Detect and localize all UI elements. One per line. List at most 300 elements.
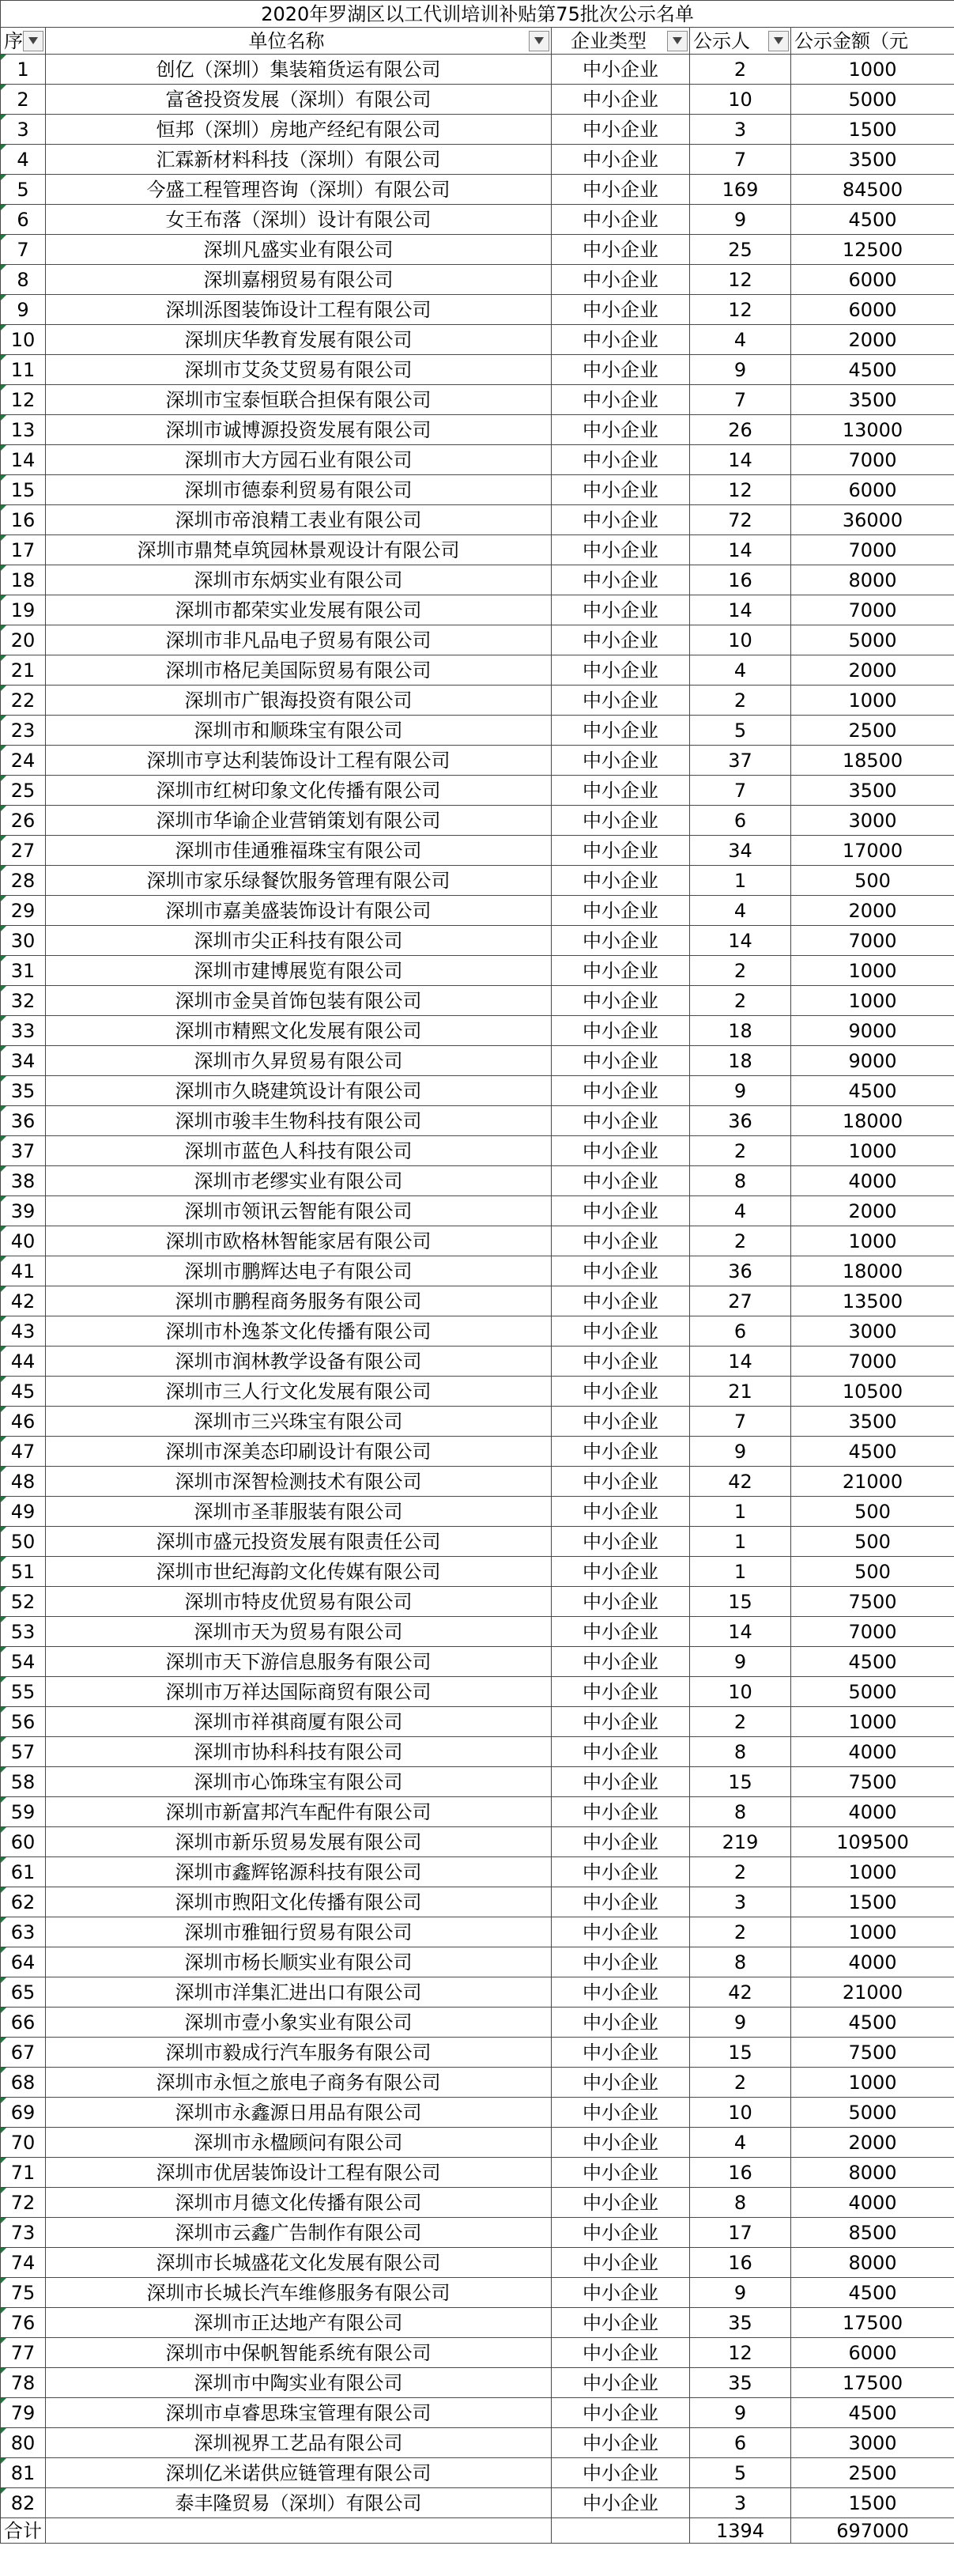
- row-company-name[interactable]: 深圳市艾灸艾贸易有限公司: [46, 355, 552, 385]
- row-seq[interactable]: 51: [1, 1557, 46, 1587]
- row-seq[interactable]: 34: [1, 1046, 46, 1076]
- row-amount[interactable]: 4500: [791, 355, 954, 385]
- row-seq[interactable]: 36: [1, 1106, 46, 1136]
- row-company-name[interactable]: 深圳市鼎梵卓筑园林景观设计有限公司: [46, 535, 552, 565]
- row-company-name[interactable]: 深圳市雅钿行贸易有限公司: [46, 1917, 552, 1947]
- row-people-count[interactable]: 8: [690, 2188, 791, 2218]
- dropdown-filter-icon[interactable]: [768, 31, 789, 51]
- row-seq[interactable]: 80: [1, 2428, 46, 2458]
- row-company-type[interactable]: 中小企业: [552, 505, 690, 535]
- row-seq[interactable]: 12: [1, 385, 46, 415]
- row-company-name[interactable]: 深圳泺图装饰设计工程有限公司: [46, 295, 552, 325]
- row-company-type[interactable]: 中小企业: [552, 355, 690, 385]
- row-people-count[interactable]: 36: [690, 1106, 791, 1136]
- row-company-name[interactable]: 深圳市心饰珠宝有限公司: [46, 1767, 552, 1797]
- row-people-count[interactable]: 35: [690, 2368, 791, 2398]
- row-amount[interactable]: 18000: [791, 1106, 954, 1136]
- row-company-type[interactable]: 中小企业: [552, 1857, 690, 1887]
- row-amount[interactable]: 8000: [791, 565, 954, 595]
- row-amount[interactable]: 1000: [791, 1136, 954, 1166]
- row-company-type[interactable]: 中小企业: [552, 265, 690, 295]
- row-company-type[interactable]: 中小企业: [552, 1226, 690, 1256]
- row-seq[interactable]: 52: [1, 1587, 46, 1617]
- row-amount[interactable]: 1000: [791, 1857, 954, 1887]
- row-amount[interactable]: 4500: [791, 1437, 954, 1467]
- row-amount[interactable]: 6000: [791, 475, 954, 505]
- row-people-count[interactable]: 8: [690, 1947, 791, 1977]
- row-company-name[interactable]: 深圳市德泰利贸易有限公司: [46, 475, 552, 505]
- row-company-type[interactable]: 中小企业: [552, 2308, 690, 2338]
- row-seq[interactable]: 23: [1, 716, 46, 746]
- row-seq[interactable]: 39: [1, 1196, 46, 1226]
- row-people-count[interactable]: 35: [690, 2308, 791, 2338]
- row-company-name[interactable]: 深圳市永楹顾问有限公司: [46, 2128, 552, 2158]
- row-seq[interactable]: 58: [1, 1767, 46, 1797]
- row-amount[interactable]: 2000: [791, 325, 954, 355]
- row-amount[interactable]: 4000: [791, 1797, 954, 1827]
- row-company-name[interactable]: 深圳市都荣实业发展有限公司: [46, 595, 552, 625]
- row-amount[interactable]: 13500: [791, 1286, 954, 1316]
- row-company-type[interactable]: 中小企业: [552, 595, 690, 625]
- row-people-count[interactable]: 2: [690, 55, 791, 85]
- row-people-count[interactable]: 5: [690, 2458, 791, 2488]
- row-company-type[interactable]: 中小企业: [552, 1917, 690, 1947]
- row-company-name[interactable]: 深圳市正达地产有限公司: [46, 2308, 552, 2338]
- row-company-type[interactable]: 中小企业: [552, 295, 690, 325]
- row-company-type[interactable]: 中小企业: [552, 956, 690, 986]
- row-seq[interactable]: 27: [1, 836, 46, 866]
- row-amount[interactable]: 2000: [791, 2128, 954, 2158]
- row-seq[interactable]: 69: [1, 2098, 46, 2128]
- row-seq[interactable]: 46: [1, 1407, 46, 1437]
- row-seq[interactable]: 66: [1, 2008, 46, 2038]
- row-amount[interactable]: 4500: [791, 2398, 954, 2428]
- row-company-type[interactable]: 中小企业: [552, 2278, 690, 2308]
- row-people-count[interactable]: 9: [690, 2008, 791, 2038]
- row-amount[interactable]: 7000: [791, 1347, 954, 1377]
- row-seq[interactable]: 43: [1, 1316, 46, 1347]
- row-company-type[interactable]: 中小企业: [552, 175, 690, 205]
- header-company-name[interactable]: 单位名称: [46, 28, 552, 55]
- row-people-count[interactable]: 10: [690, 2098, 791, 2128]
- row-seq[interactable]: 71: [1, 2158, 46, 2188]
- row-company-name[interactable]: 深圳市永鑫源日用品有限公司: [46, 2098, 552, 2128]
- row-people-count[interactable]: 9: [690, 1647, 791, 1677]
- row-people-count[interactable]: 219: [690, 1827, 791, 1857]
- row-company-type[interactable]: 中小企业: [552, 325, 690, 355]
- row-company-type[interactable]: 中小企业: [552, 1136, 690, 1166]
- row-company-type[interactable]: 中小企业: [552, 1497, 690, 1527]
- row-company-type[interactable]: 中小企业: [552, 1016, 690, 1046]
- row-amount[interactable]: 6000: [791, 265, 954, 295]
- row-company-name[interactable]: 深圳市朴逸茶文化传播有限公司: [46, 1316, 552, 1347]
- row-seq[interactable]: 8: [1, 265, 46, 295]
- row-company-type[interactable]: 中小企业: [552, 385, 690, 415]
- row-company-name[interactable]: 深圳市卓睿思珠宝管理有限公司: [46, 2398, 552, 2428]
- row-seq[interactable]: 49: [1, 1497, 46, 1527]
- row-people-count[interactable]: 14: [690, 926, 791, 956]
- row-company-name[interactable]: 深圳凡盛实业有限公司: [46, 235, 552, 265]
- row-company-type[interactable]: 中小企业: [552, 1767, 690, 1797]
- row-company-name[interactable]: 深圳市月德文化传播有限公司: [46, 2188, 552, 2218]
- header-seq[interactable]: 序: [1, 28, 46, 55]
- row-people-count[interactable]: 2: [690, 1136, 791, 1166]
- row-company-type[interactable]: 中小企业: [552, 1076, 690, 1106]
- row-seq[interactable]: 17: [1, 535, 46, 565]
- row-amount[interactable]: 4500: [791, 205, 954, 235]
- row-company-name[interactable]: 深圳市久晓建筑设计有限公司: [46, 1076, 552, 1106]
- row-company-type[interactable]: 中小企业: [552, 565, 690, 595]
- row-company-name[interactable]: 深圳市鹏程商务服务有限公司: [46, 1286, 552, 1316]
- row-company-name[interactable]: 深圳市尖正科技有限公司: [46, 926, 552, 956]
- row-people-count[interactable]: 21: [690, 1377, 791, 1407]
- row-amount[interactable]: 2500: [791, 716, 954, 746]
- row-people-count[interactable]: 42: [690, 1467, 791, 1497]
- row-people-count[interactable]: 16: [690, 565, 791, 595]
- row-amount[interactable]: 3500: [791, 1407, 954, 1437]
- row-company-name[interactable]: 深圳市和顺珠宝有限公司: [46, 716, 552, 746]
- row-company-name[interactable]: 深圳市东炳实业有限公司: [46, 565, 552, 595]
- row-people-count[interactable]: 15: [690, 2038, 791, 2068]
- row-people-count[interactable]: 18: [690, 1016, 791, 1046]
- row-company-type[interactable]: 中小企业: [552, 1527, 690, 1557]
- row-company-name[interactable]: 深圳市永恒之旅电子商务有限公司: [46, 2068, 552, 2098]
- row-people-count[interactable]: 1: [690, 866, 791, 896]
- row-amount[interactable]: 1500: [791, 115, 954, 145]
- row-seq[interactable]: 45: [1, 1377, 46, 1407]
- row-people-count[interactable]: 7: [690, 1407, 791, 1437]
- row-seq[interactable]: 54: [1, 1647, 46, 1677]
- row-people-count[interactable]: 3: [690, 1887, 791, 1917]
- row-amount[interactable]: 1000: [791, 986, 954, 1016]
- row-people-count[interactable]: 15: [690, 1587, 791, 1617]
- row-company-type[interactable]: 中小企业: [552, 716, 690, 746]
- row-people-count[interactable]: 2: [690, 956, 791, 986]
- dropdown-filter-icon[interactable]: [23, 31, 43, 51]
- row-company-type[interactable]: 中小企业: [552, 55, 690, 85]
- row-seq[interactable]: 13: [1, 415, 46, 445]
- row-seq[interactable]: 25: [1, 776, 46, 806]
- row-company-type[interactable]: 中小企业: [552, 445, 690, 475]
- row-amount[interactable]: 2000: [791, 1196, 954, 1226]
- row-people-count[interactable]: 8: [690, 1737, 791, 1767]
- total-amount[interactable]: 697000: [791, 2518, 954, 2544]
- row-people-count[interactable]: 1: [690, 1497, 791, 1527]
- row-people-count[interactable]: 9: [690, 1076, 791, 1106]
- row-company-type[interactable]: 中小企业: [552, 2158, 690, 2188]
- row-company-name[interactable]: 今盛工程管理咨询（深圳）有限公司: [46, 175, 552, 205]
- row-company-name[interactable]: 深圳市蓝色人科技有限公司: [46, 1136, 552, 1166]
- row-company-name[interactable]: 深圳市毅成行汽车服务有限公司: [46, 2038, 552, 2068]
- row-seq[interactable]: 68: [1, 2068, 46, 2098]
- row-seq[interactable]: 79: [1, 2398, 46, 2428]
- row-company-name[interactable]: 深圳嘉栩贸易有限公司: [46, 265, 552, 295]
- row-seq[interactable]: 20: [1, 625, 46, 655]
- row-people-count[interactable]: 2: [690, 1917, 791, 1947]
- row-company-name[interactable]: 深圳市云鑫广告制作有限公司: [46, 2218, 552, 2248]
- row-people-count[interactable]: 72: [690, 505, 791, 535]
- row-seq[interactable]: 29: [1, 896, 46, 926]
- row-company-type[interactable]: 中小企业: [552, 235, 690, 265]
- row-company-type[interactable]: 中小企业: [552, 2248, 690, 2278]
- row-company-type[interactable]: 中小企业: [552, 1947, 690, 1977]
- row-company-type[interactable]: 中小企业: [552, 2458, 690, 2488]
- row-seq[interactable]: 47: [1, 1437, 46, 1467]
- row-amount[interactable]: 4500: [791, 2008, 954, 2038]
- total-empty-type[interactable]: [552, 2518, 690, 2544]
- row-company-type[interactable]: 中小企业: [552, 475, 690, 505]
- row-people-count[interactable]: 12: [690, 295, 791, 325]
- row-people-count[interactable]: 3: [690, 2488, 791, 2518]
- row-company-type[interactable]: 中小企业: [552, 2428, 690, 2458]
- row-company-type[interactable]: 中小企业: [552, 1316, 690, 1347]
- row-company-type[interactable]: 中小企业: [552, 1166, 690, 1196]
- row-people-count[interactable]: 9: [690, 355, 791, 385]
- row-company-type[interactable]: 中小企业: [552, 836, 690, 866]
- row-people-count[interactable]: 7: [690, 385, 791, 415]
- row-seq[interactable]: 78: [1, 2368, 46, 2398]
- row-people-count[interactable]: 18: [690, 1046, 791, 1076]
- row-company-type[interactable]: 中小企业: [552, 2368, 690, 2398]
- row-amount[interactable]: 2000: [791, 655, 954, 686]
- row-company-name[interactable]: 深圳市天为贸易有限公司: [46, 1617, 552, 1647]
- row-people-count[interactable]: 14: [690, 1347, 791, 1377]
- row-company-type[interactable]: 中小企业: [552, 1377, 690, 1407]
- row-amount[interactable]: 1000: [791, 956, 954, 986]
- row-people-count[interactable]: 7: [690, 776, 791, 806]
- row-people-count[interactable]: 10: [690, 625, 791, 655]
- row-company-type[interactable]: 中小企业: [552, 1977, 690, 2008]
- row-amount[interactable]: 21000: [791, 1977, 954, 2008]
- row-seq[interactable]: 7: [1, 235, 46, 265]
- row-company-name[interactable]: 女王布落（深圳）设计有限公司: [46, 205, 552, 235]
- row-people-count[interactable]: 4: [690, 896, 791, 926]
- row-seq[interactable]: 74: [1, 2248, 46, 2278]
- row-amount[interactable]: 500: [791, 1527, 954, 1557]
- row-company-type[interactable]: 中小企业: [552, 2008, 690, 2038]
- row-amount[interactable]: 9000: [791, 1016, 954, 1046]
- row-seq[interactable]: 6: [1, 205, 46, 235]
- row-seq[interactable]: 76: [1, 2308, 46, 2338]
- row-people-count[interactable]: 12: [690, 475, 791, 505]
- row-company-name[interactable]: 深圳市三人行文化发展有限公司: [46, 1377, 552, 1407]
- row-people-count[interactable]: 6: [690, 2428, 791, 2458]
- row-company-name[interactable]: 深圳市广银海投资有限公司: [46, 686, 552, 716]
- row-people-count[interactable]: 2: [690, 2068, 791, 2098]
- row-seq[interactable]: 22: [1, 686, 46, 716]
- row-seq[interactable]: 60: [1, 1827, 46, 1857]
- row-company-type[interactable]: 中小企业: [552, 1647, 690, 1677]
- row-company-type[interactable]: 中小企业: [552, 2338, 690, 2368]
- row-company-name[interactable]: 深圳市红树印象文化传播有限公司: [46, 776, 552, 806]
- row-seq[interactable]: 38: [1, 1166, 46, 1196]
- row-amount[interactable]: 4500: [791, 1647, 954, 1677]
- row-seq[interactable]: 19: [1, 595, 46, 625]
- row-seq[interactable]: 9: [1, 295, 46, 325]
- row-company-type[interactable]: 中小企业: [552, 746, 690, 776]
- row-seq[interactable]: 48: [1, 1467, 46, 1497]
- row-people-count[interactable]: 42: [690, 1977, 791, 2008]
- row-seq[interactable]: 63: [1, 1917, 46, 1947]
- row-amount[interactable]: 4000: [791, 1737, 954, 1767]
- dropdown-filter-icon[interactable]: [529, 31, 549, 51]
- row-company-type[interactable]: 中小企业: [552, 1286, 690, 1316]
- row-company-name[interactable]: 深圳市壹小象实业有限公司: [46, 2008, 552, 2038]
- row-company-name[interactable]: 深圳市润林教学设备有限公司: [46, 1347, 552, 1377]
- row-people-count[interactable]: 6: [690, 1316, 791, 1347]
- row-people-count[interactable]: 10: [690, 85, 791, 115]
- row-amount[interactable]: 1500: [791, 1887, 954, 1917]
- row-company-name[interactable]: 深圳市诚博源投资发展有限公司: [46, 415, 552, 445]
- row-company-name[interactable]: 深圳市天下游信息服务有限公司: [46, 1647, 552, 1677]
- row-seq[interactable]: 73: [1, 2218, 46, 2248]
- row-people-count[interactable]: 6: [690, 806, 791, 836]
- row-company-type[interactable]: 中小企业: [552, 1827, 690, 1857]
- row-company-name[interactable]: 深圳市新富邦汽车配件有限公司: [46, 1797, 552, 1827]
- row-seq[interactable]: 1: [1, 55, 46, 85]
- row-amount[interactable]: 18500: [791, 746, 954, 776]
- row-seq[interactable]: 18: [1, 565, 46, 595]
- row-company-name[interactable]: 深圳市佳通雅福珠宝有限公司: [46, 836, 552, 866]
- row-company-type[interactable]: 中小企业: [552, 1407, 690, 1437]
- header-people-count[interactable]: 公示人: [690, 28, 791, 55]
- row-company-type[interactable]: 中小企业: [552, 415, 690, 445]
- row-company-type[interactable]: 中小企业: [552, 625, 690, 655]
- row-company-name[interactable]: 深圳市三兴珠宝有限公司: [46, 1407, 552, 1437]
- row-company-type[interactable]: 中小企业: [552, 2398, 690, 2428]
- row-company-name[interactable]: 深圳市祥祺商厦有限公司: [46, 1707, 552, 1737]
- row-seq[interactable]: 72: [1, 2188, 46, 2218]
- row-amount[interactable]: 8500: [791, 2218, 954, 2248]
- row-seq[interactable]: 62: [1, 1887, 46, 1917]
- row-amount[interactable]: 36000: [791, 505, 954, 535]
- row-amount[interactable]: 7000: [791, 1617, 954, 1647]
- row-company-name[interactable]: 创亿（深圳）集装箱货运有限公司: [46, 55, 552, 85]
- row-company-type[interactable]: 中小企业: [552, 1677, 690, 1707]
- row-company-name[interactable]: 深圳市宝泰恒联合担保有限公司: [46, 385, 552, 415]
- row-amount[interactable]: 8000: [791, 2248, 954, 2278]
- row-company-name[interactable]: 深圳市协科科技有限公司: [46, 1737, 552, 1767]
- row-company-name[interactable]: 深圳市煦阳文化传播有限公司: [46, 1887, 552, 1917]
- total-people[interactable]: 1394: [690, 2518, 791, 2544]
- row-amount[interactable]: 6000: [791, 295, 954, 325]
- row-people-count[interactable]: 9: [690, 2398, 791, 2428]
- row-people-count[interactable]: 27: [690, 1286, 791, 1316]
- row-company-type[interactable]: 中小企业: [552, 145, 690, 175]
- row-company-name[interactable]: 深圳市盛元投资发展有限责任公司: [46, 1527, 552, 1557]
- row-people-count[interactable]: 1: [690, 1557, 791, 1587]
- row-amount[interactable]: 3500: [791, 145, 954, 175]
- row-company-type[interactable]: 中小企业: [552, 1196, 690, 1226]
- row-amount[interactable]: 5000: [791, 2098, 954, 2128]
- row-company-name[interactable]: 深圳市中保帆智能系统有限公司: [46, 2338, 552, 2368]
- row-company-type[interactable]: 中小企业: [552, 2068, 690, 2098]
- row-company-name[interactable]: 深圳市久昇贸易有限公司: [46, 1046, 552, 1076]
- row-seq[interactable]: 61: [1, 1857, 46, 1887]
- row-seq[interactable]: 82: [1, 2488, 46, 2518]
- row-company-name[interactable]: 深圳亿米诺供应链管理有限公司: [46, 2458, 552, 2488]
- row-people-count[interactable]: 26: [690, 415, 791, 445]
- row-company-type[interactable]: 中小企业: [552, 686, 690, 716]
- row-people-count[interactable]: 1: [690, 1527, 791, 1557]
- row-amount[interactable]: 1000: [791, 686, 954, 716]
- row-people-count[interactable]: 14: [690, 535, 791, 565]
- row-company-type[interactable]: 中小企业: [552, 1707, 690, 1737]
- row-company-name[interactable]: 深圳市世纪海韵文化传媒有限公司: [46, 1557, 552, 1587]
- row-company-type[interactable]: 中小企业: [552, 776, 690, 806]
- row-seq[interactable]: 67: [1, 2038, 46, 2068]
- row-people-count[interactable]: 37: [690, 746, 791, 776]
- row-people-count[interactable]: 17: [690, 2218, 791, 2248]
- row-seq[interactable]: 55: [1, 1677, 46, 1707]
- total-empty-name[interactable]: [46, 2518, 552, 2544]
- row-people-count[interactable]: 12: [690, 265, 791, 295]
- dropdown-filter-icon[interactable]: [667, 31, 688, 51]
- row-seq[interactable]: 56: [1, 1707, 46, 1737]
- row-amount[interactable]: 5000: [791, 1677, 954, 1707]
- row-amount[interactable]: 4000: [791, 1166, 954, 1196]
- row-seq[interactable]: 24: [1, 746, 46, 776]
- row-people-count[interactable]: 169: [690, 175, 791, 205]
- row-amount[interactable]: 3000: [791, 806, 954, 836]
- row-seq[interactable]: 37: [1, 1136, 46, 1166]
- row-seq[interactable]: 3: [1, 115, 46, 145]
- row-company-name[interactable]: 深圳市家乐绿餐饮服务管理有限公司: [46, 866, 552, 896]
- total-label[interactable]: 合计: [1, 2518, 46, 2544]
- row-people-count[interactable]: 16: [690, 2158, 791, 2188]
- row-company-name[interactable]: 深圳市万祥达国际商贸有限公司: [46, 1677, 552, 1707]
- row-seq[interactable]: 30: [1, 926, 46, 956]
- row-amount[interactable]: 1000: [791, 1707, 954, 1737]
- row-company-name[interactable]: 深圳市欧格林智能家居有限公司: [46, 1226, 552, 1256]
- row-people-count[interactable]: 14: [690, 445, 791, 475]
- row-company-name[interactable]: 泰丰隆贸易（深圳）有限公司: [46, 2488, 552, 2518]
- row-amount[interactable]: 500: [791, 1557, 954, 1587]
- row-company-name[interactable]: 深圳市亨达利装饰设计工程有限公司: [46, 746, 552, 776]
- row-amount[interactable]: 7500: [791, 1767, 954, 1797]
- row-company-type[interactable]: 中小企业: [552, 1467, 690, 1497]
- row-people-count[interactable]: 4: [690, 1196, 791, 1226]
- row-seq[interactable]: 4: [1, 145, 46, 175]
- row-company-name[interactable]: 深圳市特皮优贸易有限公司: [46, 1587, 552, 1617]
- row-seq[interactable]: 14: [1, 445, 46, 475]
- row-company-name[interactable]: 深圳市杨长顺实业有限公司: [46, 1947, 552, 1977]
- row-people-count[interactable]: 12: [690, 2338, 791, 2368]
- row-amount[interactable]: 84500: [791, 175, 954, 205]
- row-seq[interactable]: 2: [1, 85, 46, 115]
- row-company-type[interactable]: 中小企业: [552, 1347, 690, 1377]
- row-amount[interactable]: 17000: [791, 836, 954, 866]
- row-company-name[interactable]: 深圳市优居装饰设计工程有限公司: [46, 2158, 552, 2188]
- row-amount[interactable]: 9000: [791, 1046, 954, 1076]
- row-company-name[interactable]: 深圳市深美态印刷设计有限公司: [46, 1437, 552, 1467]
- row-company-name[interactable]: 深圳市精熙文化发展有限公司: [46, 1016, 552, 1046]
- row-amount[interactable]: 3500: [791, 385, 954, 415]
- row-company-type[interactable]: 中小企业: [552, 2128, 690, 2158]
- row-amount[interactable]: 10500: [791, 1377, 954, 1407]
- row-seq[interactable]: 44: [1, 1347, 46, 1377]
- row-company-type[interactable]: 中小企业: [552, 1887, 690, 1917]
- row-company-name[interactable]: 深圳市长城盛花文化发展有限公司: [46, 2248, 552, 2278]
- row-seq[interactable]: 64: [1, 1947, 46, 1977]
- row-amount[interactable]: 4000: [791, 1947, 954, 1977]
- row-amount[interactable]: 7000: [791, 445, 954, 475]
- row-company-type[interactable]: 中小企业: [552, 535, 690, 565]
- row-company-type[interactable]: 中小企业: [552, 1256, 690, 1286]
- row-people-count[interactable]: 5: [690, 716, 791, 746]
- row-company-name[interactable]: 深圳市领讯云智能有限公司: [46, 1196, 552, 1226]
- row-amount[interactable]: 17500: [791, 2308, 954, 2338]
